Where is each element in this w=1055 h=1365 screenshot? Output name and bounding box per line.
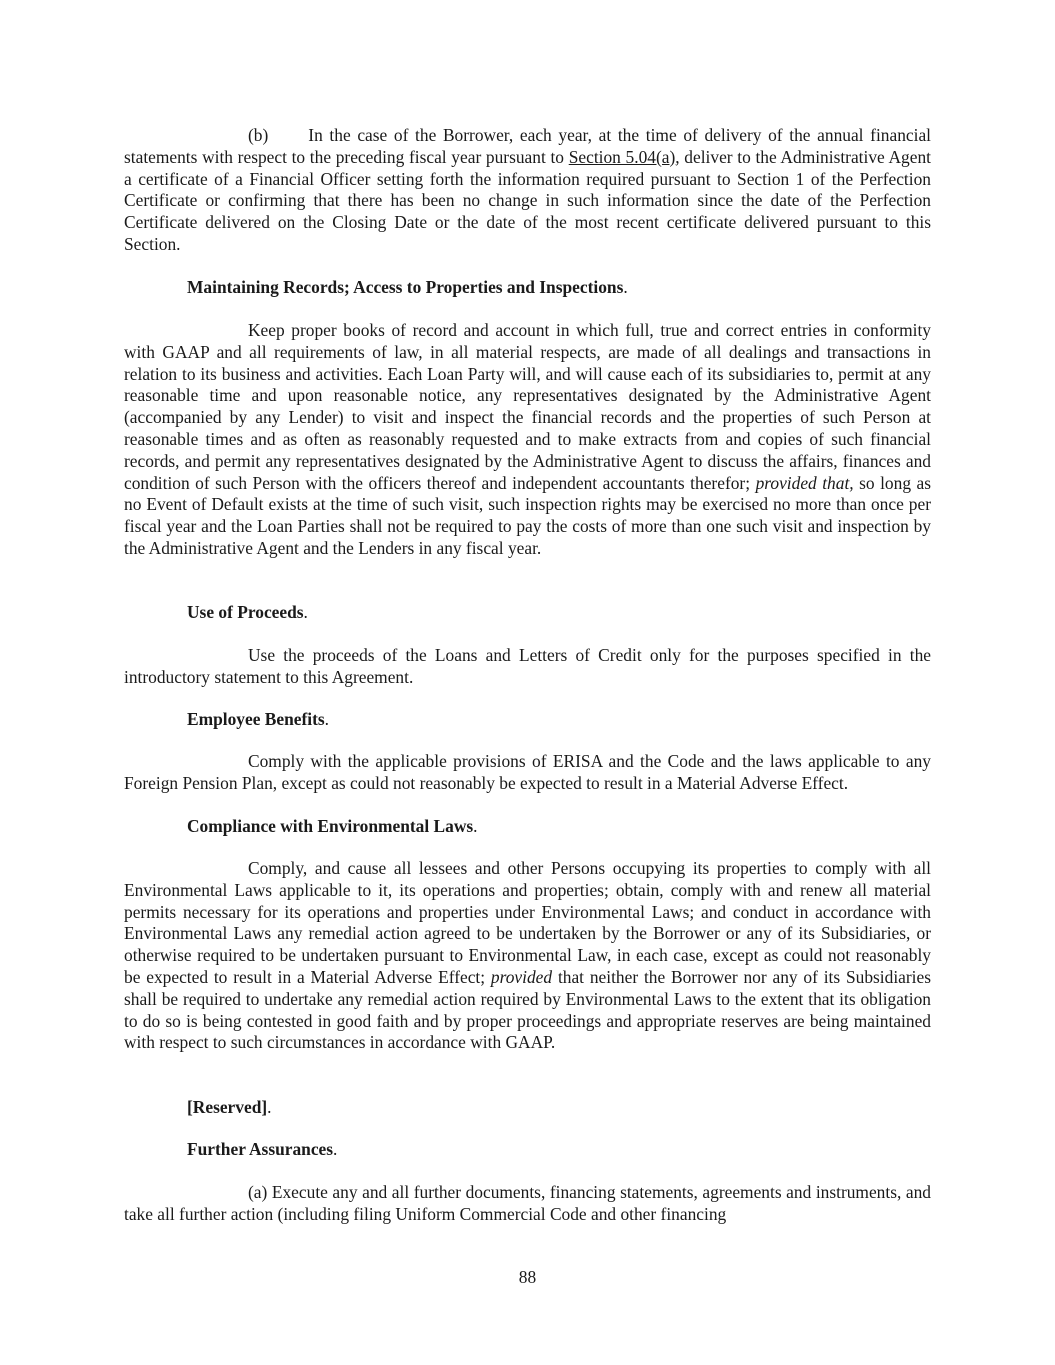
heading-further-assurances: Further Assurances. xyxy=(187,1139,338,1159)
section-5-04a-link[interactable]: Section 5.04(a) xyxy=(568,146,676,167)
heading-reserved: [Reserved]. xyxy=(187,1097,272,1117)
paragraph-employee-benefits: Comply with the applicable provisions of ERISA and the Code and the laws applicable to any Foreign Pension Plan, except as could not reasonably be expected to result in a Material Adverse Effect. xyxy=(124,751,931,793)
heading-use-of-proceeds: Use of Proceeds. xyxy=(187,602,308,622)
heading-maintaining-records: Maintaining Records; Access to Properties and Inspections. xyxy=(187,277,628,297)
paragraph-b-label: (b) xyxy=(248,125,269,145)
paragraph-b: (b) In the case of the Borrower, each year, at the time of delivery of the annual financial statements with respect to the preceding fiscal year pursuant to Section 5.04(a), deliver to the Administrative Agent a certificate of a Financial Officer setting forth the information required pursuant to Section 1 of the Perfection Certificate or confirming that there has been no change in such information since the date of the Perfection Certificate delivered on the Closing Date or the date of the most recent certificate delivered pursuant to this Section. xyxy=(124,125,931,254)
paragraph-use-of-proceeds: Use the proceeds of the Loans and Letters of Credit only for the purposes specified in the introductory statement to this Agreement. xyxy=(124,645,931,687)
paragraph-further-assurances: (a) Execute any and all further documents, financing statements, agreements and instruments, and take all further action (including filing Uniform Commercial Code and other financing xyxy=(124,1182,931,1224)
paragraph-maintaining-records: Keep proper books of record and account in which full, true and correct entries in conformity with GAAP and all requirements of law, in all material respects, are made of all dealings and transactions in relation to its business and activities. Each Loan Party will, and will cause each of its subsidiaries to, permit at any reasonable time and upon reasonable notice, any representatives designated by the Administrative Agent (accompanied by any Lender) to visit and inspect the financial records and the properties of such Person at reasonable times and as often as reasonably requested and to make extracts from and copies of such financial records, and permit any representatives designated by the Administrative Agent to discuss the affairs, finances and condition of such Person with the officers thereof and independent accountants therefor; provided that, so long as no Event of Default exists at the time of such visit, such inspection rights may be exercised no more than once per fiscal year and the Loan Parties shall not be required to pay the costs of more than one such visit and inspection by the Administrative Agent and the Lenders in any fiscal year. xyxy=(124,320,931,558)
heading-employee-benefits: Employee Benefits. xyxy=(187,709,330,729)
paragraph-environmental-laws: Comply, and cause all lessees and other Persons occupying its properties to comply with all Environmental Laws applicable to it, its operations and properties; obtain, comply with and renew all material permits necessary for its operations and properties under Environmental Laws; and conduct in accordance with Environmental Laws any remedial action agreed to be undertaken by the Borrower or any of its Subsidiaries, or otherwise required to be undertaken pursuant to Environmental Law, in each case, except as could not reasonably be expected to result in a Material Adverse Effect; provided that neither the Borrower nor any of its Subsidiaries shall be required to undertake any remedial action required by Environmental Laws to the extent that its obligation to do so is being contested in good faith and by proper proceedings and appropriate reserves are being maintained with respect to such circumstances in accordance with GAAP. xyxy=(124,858,931,1053)
heading-environmental-laws: Compliance with Environmental Laws. xyxy=(187,816,478,836)
page-number: 88 xyxy=(518,1267,537,1287)
